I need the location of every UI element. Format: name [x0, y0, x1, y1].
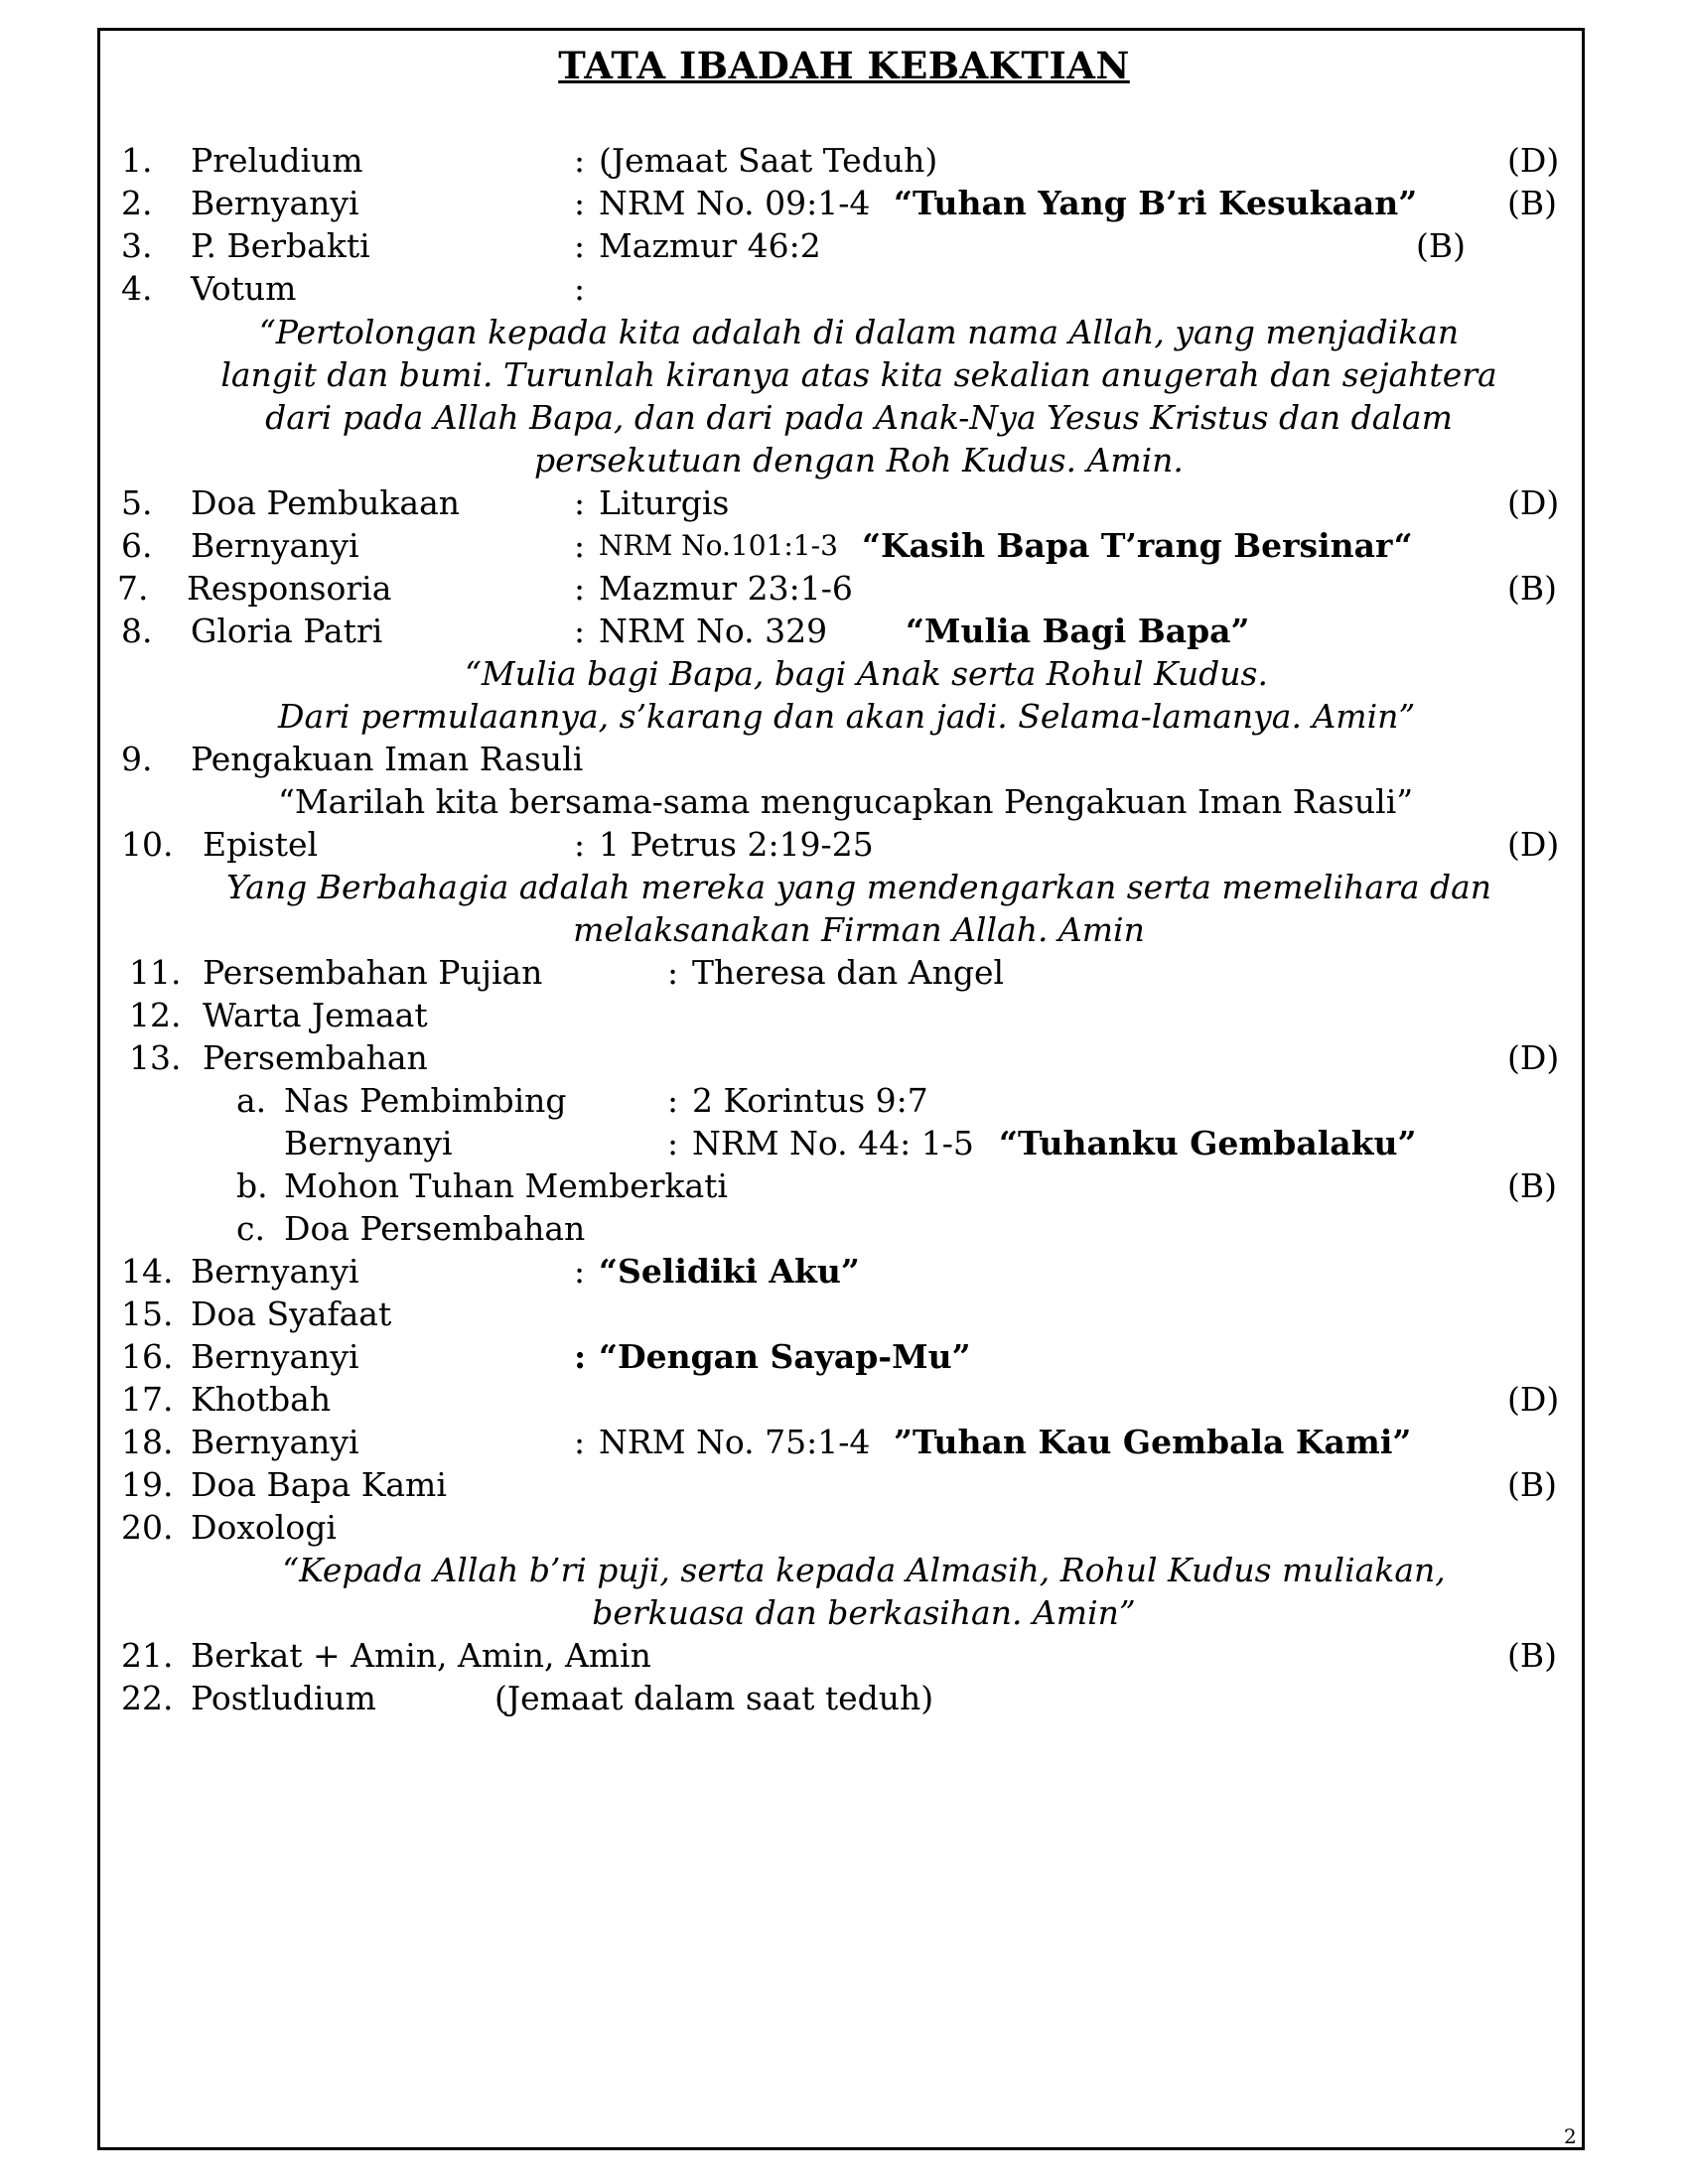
song-title: “Kasih Bapa T’rang Bersinar“ — [862, 526, 1413, 565]
votum-text-line: langit dan bumi. Turunlah kiranya atas kita sekalian anugerah dan sejahtera — [220, 355, 1497, 394]
votum-text-line: dari pada Allah Bapa, dan dari pada Anak-Nya Yesus Kristus dan dalam — [265, 398, 1453, 437]
item-label: Doa Pembukaan — [191, 483, 461, 522]
sub-item — [0, 1122, 1688, 1165]
votum-text-line: “Pertolongan kepada kita adalah di dalam nama Allah, yang menjadikan — [258, 313, 1460, 351]
item-code: (B) — [1507, 1636, 1557, 1675]
item-colon: : — [574, 226, 586, 265]
sub-item-letter: c. — [236, 1209, 265, 1248]
song-title: “Mulia Bagi Bapa” — [906, 612, 1250, 650]
liturgy-item — [0, 738, 1688, 781]
item-number: 1. — [121, 141, 153, 180]
epistle-text-line: Yang Berbahagia adalah mereka yang mendengarkan serta memelihara dan — [225, 868, 1492, 906]
item-label: Preludium — [191, 141, 363, 180]
liturgy-item — [0, 139, 1688, 183]
creed-text-line — [0, 780, 1688, 824]
liturgy-item — [0, 1378, 1688, 1422]
item-number: 6. — [121, 526, 153, 565]
item-detail: NRM No. 329 — [599, 612, 828, 650]
item-colon: : — [667, 953, 679, 992]
item-number: 9. — [121, 740, 153, 778]
item-colon: : — [574, 569, 586, 608]
liturgy-item — [0, 182, 1688, 225]
item-code: (D) — [1507, 1380, 1560, 1419]
sub-item-letter: a. — [236, 1081, 267, 1120]
gloria-text: Dari permulaannya, s’karang dan akan jadi. Selama-lamanya. Amin” — [278, 697, 1416, 736]
sub-item — [0, 1207, 1688, 1251]
item-label: Gloria Patri — [191, 612, 383, 650]
item-colon: : — [574, 526, 586, 565]
doxology-text-line: “Kepada Allah b’ri puji, serta kepada Almasih, Rohul Kudus muliakan, — [282, 1551, 1446, 1589]
sub-item-letter: b. — [236, 1166, 268, 1205]
item-number: 4. — [121, 269, 153, 308]
song-title: “Dengan Sayap-Mu” — [599, 1337, 971, 1376]
item-number: 12. — [129, 996, 182, 1034]
item-colon: : — [574, 1252, 586, 1291]
item-code: (D) — [1507, 1038, 1560, 1077]
sub-item — [0, 1164, 1688, 1208]
liturgy-item — [0, 1634, 1688, 1678]
item-detail: NRM No. 44: 1-5 — [692, 1124, 974, 1162]
liturgy-item — [0, 610, 1688, 653]
item-label: Persembahan Pujian — [203, 953, 543, 992]
item-code: (B) — [1507, 184, 1557, 222]
item-detail: Mazmur 23:1-6 — [599, 569, 853, 608]
creed-text: “Marilah kita bersama-sama mengucapkan Pengakuan Iman Rasuli” — [278, 782, 1414, 821]
item-code: (B) — [1507, 1465, 1557, 1504]
page-number: 2 — [1564, 2124, 1577, 2148]
item-number: 15. — [121, 1295, 174, 1333]
sub-item-label: Bernyanyi — [284, 1124, 453, 1162]
sub-item-label: Doa Persembahan — [284, 1209, 586, 1248]
gloria-text-line — [0, 652, 1688, 696]
item-code: (D) — [1507, 141, 1560, 180]
item-code: (B) — [1507, 1166, 1557, 1205]
item-label: Berkat + Amin, Amin, Amin — [191, 1636, 651, 1675]
item-label: Doxologi — [191, 1508, 337, 1547]
item-label: Bernyanyi — [191, 1423, 359, 1461]
item-colon: : — [667, 1081, 679, 1120]
item-number: 16. — [121, 1337, 174, 1376]
item-label: Doa Syafaat — [191, 1295, 392, 1333]
item-label: Doa Bapa Kami — [191, 1465, 447, 1504]
song-title: “Tuhanku Gembalaku” — [999, 1124, 1417, 1162]
item-label: Persembahan — [203, 1038, 428, 1077]
liturgy-item — [0, 1335, 1688, 1379]
item-number: 8. — [121, 612, 153, 650]
gloria-text: “Mulia bagi Bapa, bagi Anak serta Rohul Kudus. — [465, 654, 1268, 693]
item-number: 18. — [121, 1423, 174, 1461]
doxology-text-line: berkuasa dan berkasihan. Amin” — [592, 1593, 1136, 1632]
item-code: (D) — [1507, 483, 1560, 522]
liturgy-item — [0, 567, 1688, 611]
item-number: 10. — [121, 825, 174, 864]
liturgy-item — [0, 1463, 1688, 1507]
item-number: 7. — [117, 569, 149, 608]
item-code: (D) — [1507, 825, 1560, 864]
item-label: P. Berbakti — [191, 226, 370, 265]
item-number: 21. — [121, 1636, 174, 1675]
item-number: 22. — [121, 1679, 174, 1717]
item-colon: : — [574, 825, 586, 864]
item-number: 2. — [121, 184, 153, 222]
item-detail: NRM No. 75:1-4 — [599, 1423, 871, 1461]
liturgy-item — [0, 1250, 1688, 1294]
item-number: 17. — [121, 1380, 174, 1419]
item-detail: (Jemaat Saat Teduh) — [599, 141, 938, 180]
item-colon: : — [574, 1423, 586, 1461]
item-label: Bernyanyi — [191, 184, 359, 222]
item-detail: 1 Petrus 2:19-25 — [599, 825, 874, 864]
item-detail: Mazmur 46:2 — [599, 226, 821, 265]
sub-item-label: Mohon Tuhan Memberkati — [284, 1166, 728, 1205]
liturgy-item — [0, 1506, 1688, 1550]
liturgy-item — [0, 481, 1688, 525]
item-detail: Theresa dan Angel — [692, 953, 1005, 992]
item-colon: : — [667, 1124, 679, 1162]
item-label: Khotbah — [191, 1380, 332, 1419]
item-number: 5. — [121, 483, 153, 522]
item-colon: : — [574, 483, 586, 522]
item-number: 11. — [129, 953, 182, 992]
item-label: Responsoria — [187, 569, 392, 608]
liturgy-item — [0, 1677, 1688, 1720]
item-number: 19. — [121, 1465, 174, 1504]
liturgy-item — [0, 1421, 1688, 1464]
item-number: 3. — [121, 226, 153, 265]
liturgy-item — [0, 524, 1688, 568]
song-title: “Tuhan Yang B’ri Kesukaan” — [894, 184, 1418, 222]
epistle-text-line: melaksanakan Firman Allah. Amin — [573, 910, 1145, 949]
song-title: “Selidiki Aku” — [599, 1252, 860, 1291]
item-label: Bernyanyi — [191, 526, 359, 565]
sub-item-label: Nas Pembimbing — [284, 1081, 567, 1120]
item-detail: Liturgis — [599, 483, 730, 522]
liturgy-item — [0, 267, 1688, 311]
item-label: Bernyanyi — [191, 1252, 359, 1291]
item-label: Bernyanyi — [191, 1337, 359, 1376]
liturgy-item — [0, 823, 1688, 867]
item-number: 14. — [121, 1252, 174, 1291]
item-label: Votum — [191, 269, 297, 308]
item-colon: : — [574, 141, 586, 180]
liturgy-item — [0, 1293, 1688, 1336]
liturgy-item — [0, 224, 1688, 268]
item-code: (B) — [1416, 226, 1466, 265]
gloria-text-line — [0, 695, 1688, 739]
item-label: Pengakuan Iman Rasuli — [191, 740, 584, 778]
item-label: Warta Jemaat — [203, 996, 428, 1034]
sub-item — [0, 1079, 1688, 1123]
liturgy-item — [0, 1036, 1688, 1080]
item-colon: : — [574, 1337, 587, 1376]
item-label: Postludium — [191, 1679, 376, 1717]
item-number: 13. — [129, 1038, 182, 1077]
item-detail: NRM No.101:1-3 — [599, 529, 838, 562]
votum-text-line: persekutuan dengan Roh Kudus. Amin. — [534, 441, 1184, 479]
item-detail: NRM No. 09:1-4 — [599, 184, 871, 222]
item-label: Epistel — [203, 825, 319, 864]
item-code: (B) — [1507, 569, 1557, 608]
liturgy-item — [0, 951, 1688, 995]
item-colon: : — [574, 612, 586, 650]
song-title: ”Tuhan Kau Gembala Kami” — [894, 1423, 1412, 1461]
item-colon: : — [574, 184, 586, 222]
item-detail: (Jemaat dalam saat teduh) — [494, 1679, 934, 1717]
liturgy-item — [0, 994, 1688, 1037]
item-number: 20. — [121, 1508, 174, 1547]
page-title: TATA IBADAH KEBAKTIAN — [558, 44, 1130, 87]
item-detail: 2 Korintus 9:7 — [692, 1081, 928, 1120]
item-colon: : — [574, 269, 586, 308]
